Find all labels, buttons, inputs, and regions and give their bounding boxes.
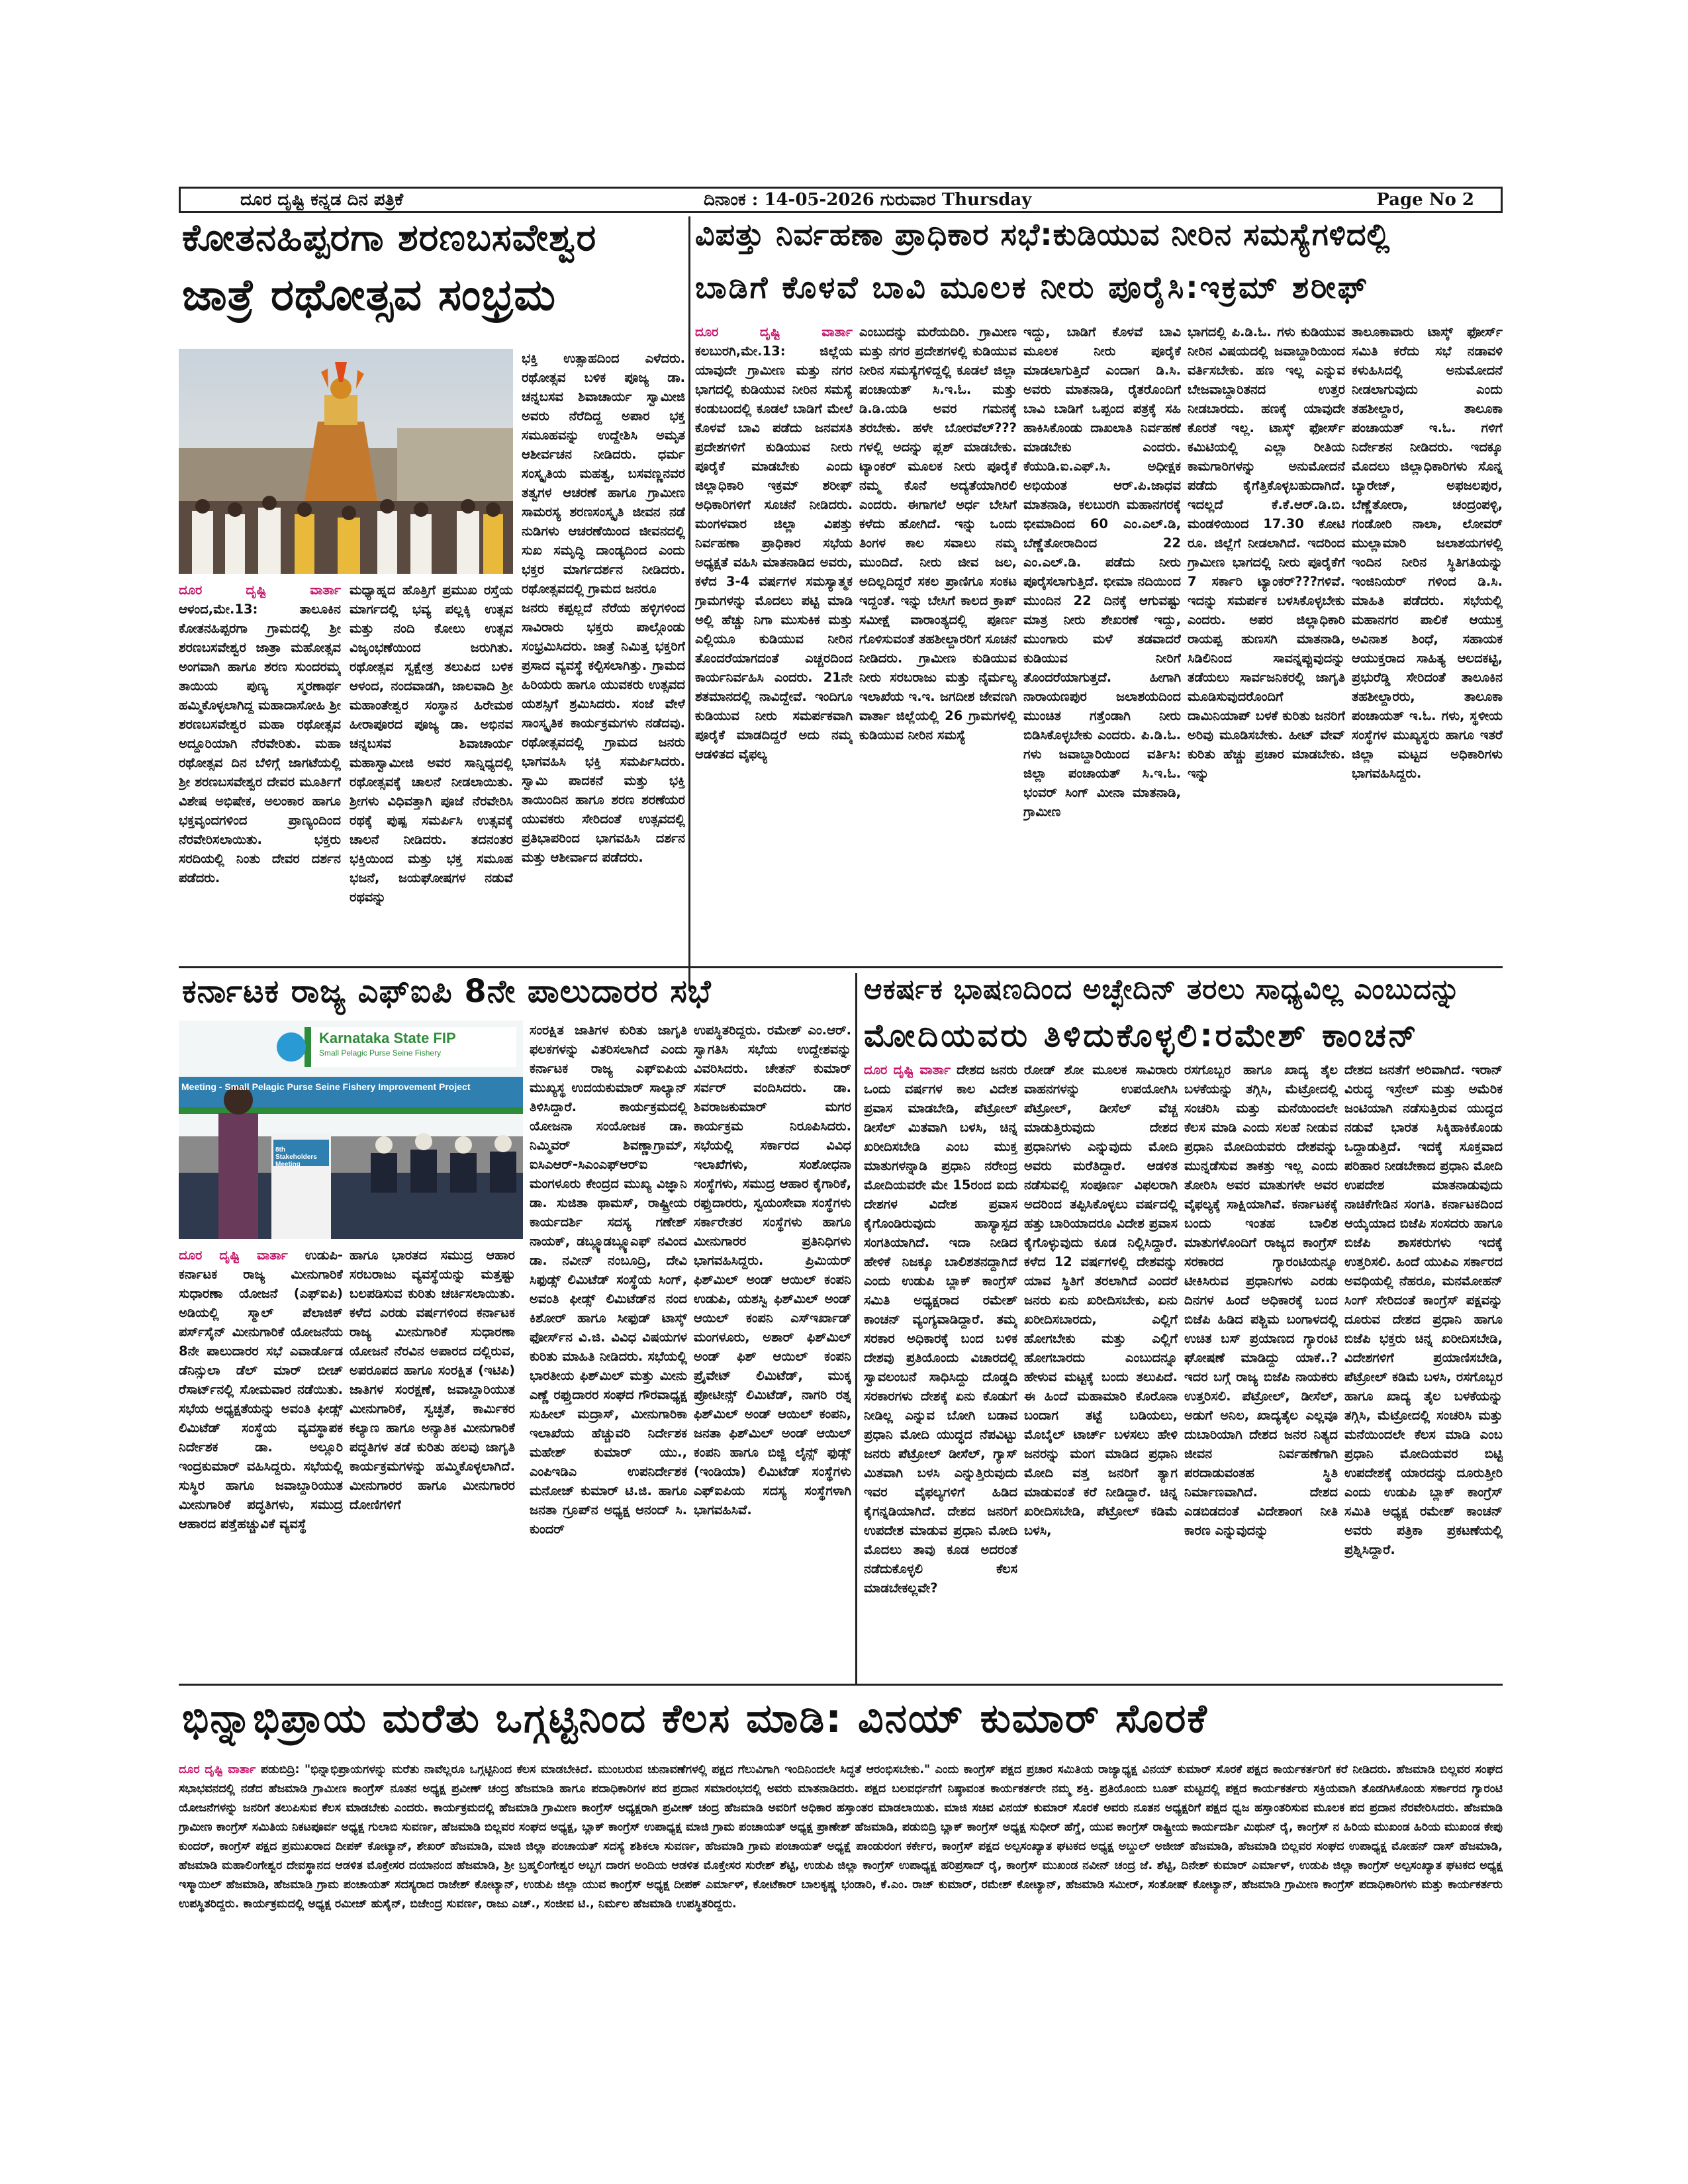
story4-headline-1: ಆಕರ್ಷಕ ಭಾಷಣದಿಂದ ಅಚ್ಛೇದಿನ್ ತರಲು ಸಾಧ್ಯವಿಲ್ಲ ಎಂಬುದನ್ನು bbox=[864, 973, 1461, 1005]
story2-col-c: ಇದ್ದು, ಬಾಡಿಗೆ ಕೊಳವೆ ಬಾವಿ ಮೂಲಕ ನೀರು ಪೂರೈಕೆ ಮಾಡಲಾಗುತ್ತಿದೆ ಎಂದಾಗ ಡಿ.ಸಿ. ಅವರು ಮಾತನಾಡಿ, ರೈತರೊಂದಿಗೆ ಬಾವಿ ಬಾಡಿಗೆ ಒಪ್ಪಂದ ಪತ್ರಕ್ಕೆ ಸಹಿ ಹಾಕಿಸಿಕೊಂಡು ದಾಖಲಾತಿ ನಿರ್ವಹಣೆ ಮಾಡಬೇಕು ಎಂದರು. ಕೆಯುಡಿ.ಐ.ಎಫ್.ಸಿ. ಅಧೀಕ್ಷಕ ಅಭಿಯಂತ ಆರ್.ಪಿ.ಜಾಧವ ಮಾತನಾಡಿ, ಕಲಬುರಗಿ ಮಹಾನಗರಕ್ಕೆ ಭೀಮಾದಿಂದ 60 ಎಂ.ಎಲ್.ಡಿ, ಬೆಣ್ಣೆತೋರಾದಿಂದ 22 ಎಂ.ಎಲ್.ಡಿ. ಪಡೆದು ನೀರು ಪೂರೈಸಲಾಗುತ್ತಿದೆ. ಭೀಮಾ ನದಿಯಿಂದ ಮುಂದಿನ 22 ದಿನಕ್ಕೆ ಆಗುವಷ್ಟು ಮಾತ್ರ ನೀರು ಶೇಖರಣೆ ಇದ್ದು, ಮುಂಗಾರು ಮಳೆ ತಡವಾದರೆ ಕುಡಿಯುವ ನೀರಿಗೆ ತೊಂದರೆಯಾಗುತ್ತದೆ. ಹೀಗಾಗಿ ನಾರಾಯಣಪುರ ಜಲಾಶಯದಿಂದ ಮುಂಚಿತ ಗತ್ತೆಂಡಾಗಿ ನೀರು ಬಿಡಿಸಿಕೊಳ್ಳಬೇಕು ಎಂದರು. ಪಿ.ಡಿ.ಓ. ಗಳು ಜವಾಬ್ದಾರಿಯಿಂದ ವರ್ತಿಸಿ: ಜಿಲ್ಲಾ ಪಂಚಾಯತ್ ಸಿ.ಇ.ಓ. ಭಂವರ್ ಸಿಂಗ್ ಮೀನಾ ಮಾತನಾಡಿ, ಗ್ರಾಮೀಣ bbox=[1023, 324, 1181, 819]
rule-v2 bbox=[855, 973, 857, 1684]
story4-headline-2: ಮೋದಿಯವರು ತಿಳಿದುಕೊಳ್ಳಲಿ:ರಮೇಶ್ ಕಾಂಚನ್ bbox=[864, 1017, 1419, 1054]
rule-h1 bbox=[179, 966, 1503, 968]
story5-headline: ಭಿನ್ನಾಭಿಪ್ರಾಯ ಮರೆತು ಒಗ್ಗಟ್ಟಿನಿಂದ ಕೆಲಸ ಮಾಡಿ: ವಿನಯ್ ಕುಮಾರ್ ಸೊರಕೆ bbox=[182, 1696, 1208, 1742]
newspaper-page bbox=[179, 187, 1503, 2093]
story1-tag: ದೂರ ದೃಷ್ಟಿ ವಾರ್ತಾ bbox=[179, 582, 341, 598]
story2-col-a: ದೂರ ದೃಷ್ಟಿ ವಾರ್ತಾ ಕಲಬುರಗಿ,ಮೇ.13: ಜಿಲ್ಲೆಯ ಯಾವುದೇ ಗ್ರಾಮೀಣ ಮತ್ತು ನಗರ ಭಾಗದಲ್ಲಿ ಕುಡಿಯುವ ನೀರಿನ ಸಮಸ್ಯೆ ಕಂಡುಬಂದಲ್ಲಿ ಕೂಡಲೆ ಬಾಡಿಗೆ ಮೇಲೆ ಕೊಳವೆ ಬಾವಿ ಪಡೆದು ಜನವಸತಿ ಪ್ರದೇಶಗಳಿಗೆ ಕುಡಿಯುವ ನೀರು ಪೂರೈಕೆ ಮಾಡಬೇಕು ಎಂದು ಜಿಲ್ಲಾಧಿಕಾರಿ ಇಕ್ರಮ್ ಶರೀಫ್ ಅಧಿಕಾರಿಗಳಿಗೆ ಸೂಚನೆ ನೀಡಿದರು. ಮಂಗಳವಾರ ಜಿಲ್ಲಾ ವಿಪತ್ತು ನಿರ್ವಹಣಾ ಪ್ರಾಧಿಕಾರ ಸಭೆಯ ಅಧ್ಯಕ್ಷತೆ ವಹಿಸಿ ಮಾತನಾಡಿದ ಅವರು, ಕಳೆದ 3-4 ವರ್ಷಗಳ ಸಮಸ್ಯಾತ್ಮಕ ಗ್ರಾಮಗಳನ್ನು ಮೊದಲು ಪಟ್ಟಿ ಮಾಡಿ ಅಲ್ಲಿ ಹೆಚ್ಚು ನಿಗಾ ಮುಸುಕಿಕ ಮತ್ತು ಎಲ್ಲಿಯೂ ಕುಡಿಯುವ ನೀರಿನ ತೊಂದರೆಯಾಗದಂತೆ ಎಚ್ಚರದಿಂದ ಕಾರ್ಯನಿರ್ವಹಿಸಿ ಎಂದರು. 21ನೇ ಶತಮಾನದಲ್ಲಿ ನಾವಿದ್ದೇವೆ. ಇಂದಿಗೂ ಕುಡಿಯುವ ನೀರು ಸಮರ್ಪಕವಾಗಿ ಪೂರೈಕೆ ಮಾಡದಿದ್ದರೆ ಅದು ನಮ್ಮ ಆಡಳಿತದ ವೈಫಲ್ಯ bbox=[695, 324, 853, 762]
story1-headline-2: ಜಾತ್ರೆ ರಥೋತ್ಸವ ಸಂಭ್ರಮ bbox=[182, 269, 557, 320]
story2-col-b: ಎಂಬುದನ್ನು ಮರೆಯದಿರಿ. ಗ್ರಾಮೀಣ ಮತ್ತು ನಗರ ಪ್ರದೇಶಗಳಲ್ಲಿ ಕುಡಿಯುವ ನೀರಿನ ಸಮಸ್ಯೆಗಳಿದ್ದಲ್ಲಿ ಕೂಡಲೆ ಜಿಲ್ಲಾ ಪಂಚಾಯತ್ ಸಿ.ಇ.ಓ. ಮತ್ತು ಡಿ.ಡಿ.ಯಡಿ ಅವರ ಗಮನಕ್ಕೆ ತರಬೇಕು. ಹಳೇ ಬೋರವೆಲ್???ಗಳಲ್ಲಿ ಅದನ್ನು ಪ್ಲಶ್ ಮಾಡಬೇಕು. ಟ್ಯಾಂಕರ್ ಮೂಲಕ ನೀರು ಪೂರೈಕೆ ನಮ್ಮ ಕೊನೆ ಅದ್ಯತೆಯಾಗಿರಲಿ ಎಂದರು. ಈಗಾಗಲೆ ಅರ್ಧ ಬೇಸಿಗೆ ಕಳೆದು ಹೋಗಿದೆ. ಇನ್ನು ಒಂದು ತಿಂಗಳ ಕಾಲ ಸವಾಲು ನಮ್ಮ ಮುಂದಿದೆ. ನೀರು ಜೀವ ಜಲ, ಅದಿಲ್ಲದಿದ್ದರೆ ಸಕಲ ಪ್ರಾಣಿಗೂ ಸಂಕಟ ಇದ್ದಂತೆ. ಇನ್ನು ಬೇಸಿಗೆ ಕಾಲದ ಕ್ರಾಪ್ ಸಮೀಕ್ಷೆ ವಾರಾಂತ್ಯದಲ್ಲಿ ಪೂರ್ಣ ಗೊಳಿಸುವಂತೆ ತಹಶೀಲ್ದಾರರಿಗೆ ಸೂಚನೆ ನೀಡಿದರು. ಗ್ರಾಮೀಣ ಕುಡಿಯುವ ನೀರು ಸರಬರಾಜು ಮತ್ತು ನೈರ್ಮಲ್ಯ ಇಲಾಖೆಯ ಇ.ಇ. ಜಗದೀಶ ಜೇವಣಗಿ ವಾರ್ತಾ ಜಿಲ್ಲೆಯಲ್ಲಿ 26 ಗ್ರಾಮಗಳಲ್ಲಿ ಕುಡಿಯುವ ನೀರಿನ ಸಮಸ್ಯೆ bbox=[859, 324, 1017, 743]
photo-banner-title: Karnataka State FIP bbox=[319, 1030, 456, 1046]
story3-col-a: ದೂರ ದೃಷ್ಟಿ ವಾರ್ತಾ ಉಡುಪಿ-ಕರ್ನಾಟಕ ರಾಜ್ಯ ಮೀನುಗಾರಿಕೆ ಸುಧಾರಣಾ ಯೋಜನೆ (ಎಫ್‌ಐಪಿ) ಅಡಿಯಲ್ಲಿ ಸ್ಮಾಲ್ ಪೆಲಾಜಿಕ್ ಪರ್ಸ್‌ಸೈನ್ ಮೀನುಗಾರಿಕೆ ಯೋಜನೆಯ 8ನೇ ಪಾಲುದಾರರ ಸಭೆ ಎವಾರ್ಡೊಡ ಡೆನಿನ್ಸುಲಾ ಡೆಲ್ ಮಾರ್ ಬೀಚ್ ರೆಸಾರ್ಟ್‌ನಲ್ಲಿ ಸೋಮವಾರ ನಡೆಯಿತು. ಸಭೆಯ ಅಧ್ಯಕ್ಷತೆಯನ್ನು ಅವಂತಿ ಫೀಡ್ಸ್ ಲಿಮಿಟೆಡ್ ಸಂಸ್ಥೆಯ ವ್ಯವಸ್ಥಾಪಕ ನಿರ್ದೇಶಕ ಡಾ. ಅಲ್ಲೂರಿ ಇಂದ್ರಕುಮಾರ್ ವಹಿಸಿದ್ದರು. ಸಭೆಯಲ್ಲಿ ಸುಸ್ಥಿರ ಹಾಗೂ ಜವಾಬ್ದಾರಿಯುತ ಮೀನುಗಾರಿಕೆ ಪದ್ಧತಿಗಳು, ಸಮುದ್ರ ಆಹಾರದ ಪತ್ತೆಹಚ್ಚುವಿಕೆ ವ್ಯವಸ್ಥೆ bbox=[179, 1248, 343, 1531]
photo-banner-main: Meeting - Small Pelagic Purse Seine Fishery Improvement Project bbox=[181, 1081, 471, 1092]
story3-headline: ಕರ್ನಾಟಕ ರಾಜ್ಯ ಎಫ್‌ಐಪಿ 8ನೇ ಪಾಲುದಾರರ ಸಭೆ bbox=[182, 973, 712, 1010]
story3-col-b: ಹಾಗೂ ಭಾರತದ ಸಮುದ್ರ ಆಹಾರ ಸರಬರಾಜು ವ್ಯವಸ್ಥೆಯನ್ನು ಮತ್ತಷ್ಟು ಬಲಪಡಿಸುವ ಕುರಿತು ಚರ್ಚಿಸಲಾಯಿತು. ಕಳೆದ ಎರಡು ವರ್ಷಗಳಿಂದ ಕರ್ನಾಟಕ ರಾಜ್ಯ ಮೀನುಗಾರಿಕೆ ಸುಧಾರಣಾ ಯೋಜನೆ ನೆರವಿನ ಅಪಾರದ ದಲ್ಲಿರುವ, ಅಪರೂಪದ ಹಾಗೂ ಸಂರಕ್ಷಿತ (ಇಟಿಪಿ) ಜಾತಿಗಳ ಸಂರಕ್ಷಣೆ, ಜವಾಬ್ದಾರಿಯುತ ಮೀನುಗಾರಿಕೆ, ಸ್ವಚ್ಛತೆ, ಕಾರ್ಮಿಕರ ಕಲ್ಯಾಣ ಹಾಗೂ ಅನ್ಯಾತಿಕ ಮೀನುಗಾರಿಕೆ ಪದ್ಧತಿಗಳ ತಡೆ ಕುರಿತು ಹಲವು ಜಾಗೃತಿ ಕಾರ್ಯಕ್ರಮಗಳನ್ನು ಹಮ್ಮಿಕೊಳ್ಳಲಾಗಿದೆ. ಮೀನುಗಾರರ ಹಾಗೂ ಮೀನುಗಾರರ ದೋಣಿಗಳಿಗೆ bbox=[350, 1248, 515, 1512]
story4-col-b: ರೋಡ್ ಶೋ ಮೂಲಕ ಸಾವಿರಾರು ವಾಹನಗಳನ್ನು ಉಪಯೋಗಿಸಿ ಪೆಟ್ರೋಲ್, ಡೀಸೆಲ್ ವೆಚ್ಚ ಮಾಡುತ್ತಿರುವುದು ದೇಶದ ಪ್ರಧಾನಿಗಳು ಎನ್ನುವುದು ಮೋದಿ ಅವರು ಮರೆತಿದ್ದಾರೆ. ಆಡಳಿತ ನಡೆಸುವಲ್ಲಿ ಸಂಪೂರ್ಣ ವಿಫಲರಾಗಿ ಅದರಿಂದ ತಪ್ಪಿಸಿಕೊಳ್ಳಲು ವರ್ಷದಲ್ಲಿ ಹತ್ತು ಬಾರಿಯಾದರೂ ವಿದೇಶ ಪ್ರವಾಸ ಕೈಗೊಳ್ಳುವುದು ಕೂಡ ನಿಲ್ಲಿಸಿದ್ದಾರೆ. ಕಳೆದ 12 ವರ್ಷಗಳಲ್ಲಿ ದೇಶವನ್ನು ಯಾವ ಸ್ಥಿತಿಗೆ ತರಲಾಗಿದೆ ಎಂದರೆ ಜನರು ಏನು ಖರೀದಿಸಬೇಕು, ಏನು ಖರೀದಿಸಬಾರದು, ಎಲ್ಲಿಗೆ ಹೋಗಬೇಕು ಮತ್ತು ಎಲ್ಲಿಗೆ ಹೋಗಬಾರದು ಎಂಬುದನ್ನೂ ಹೇಳುವ ಮಟ್ಟಕ್ಕೆ ಬಂದು ತಲುಪಿದೆ. ಈ ಹಿಂದೆ ಮಹಾಮಾರಿ ಕೊರೊನಾ ಬಂದಾಗ ತಟ್ಟೆ ಬಡಿಯಲು, ಮೊಬೈಲ್ ಟಾರ್ಚ್ ಬಳಸಲು ಹೇಳಿ ಜನರನ್ನು ಮಂಗ ಮಾಡಿದ ಪ್ರಧಾನಿ ಮೋದಿ ವತ್ತ ಜನರಿಗೆ ತ್ಯಾಗ ಮಾಡುವಂತೆ ಕರೆ ನೀಡಿದ್ದಾರೆ. ಚಿನ್ನ ಖರೀದಿಸಬೇಡಿ, ಪೆಟ್ರೋಲ್ ಕಡಿಮೆ ಬಳಸಿ, bbox=[1024, 1062, 1178, 1538]
story2-headline-2: ಬಾಡಿಗೆ ಕೊಳವೆ ಬಾವಿ ಮೂಲಕ ನೀರು ಪೂರೈಸಿ:ಇಕ್ರಮ್ ಶರೀಫ್ bbox=[695, 269, 1369, 305]
masthead bbox=[179, 187, 1503, 213]
story4-col-a: ದೂರ ದೃಷ್ಟಿ ವಾರ್ತಾ ದೇಶದ ಜನರು ಒಂದು ವರ್ಷಗಳ ಕಾಲ ವಿದೇಶ ಪ್ರವಾಸ ಮಾಡಬೇಡಿ, ಪೆಟ್ರೋಲ್ ಡೀಸೆಲ್ ಮಿತವಾಗಿ ಬಳಸಿ, ಚಿನ್ನ ಖರೀದಿಸಬೇಡಿ ಎಂಬ ಮುಕ್ತ ಮಾತುಗಳನ್ನಾಡಿ ಪ್ರಧಾನಿ ನರೇಂದ್ರ ಮೋದಿಯವರೇ ಮೇ 15ರಂದ ಐದು ದೇಶಗಳ ವಿದೇಶ ಪ್ರವಾಸ ಕೈಗೊಂಡಿರುವುದು ಹಾಸ್ಯಾಸ್ಪದ ಸಂಗತಿಯಾಗಿದೆ. ಇದಾ ನೀಡಿದ ಹೇಳಿಕೆ ನಿಜಕ್ಕೂ ಬಾಲಿಶತನದ್ದಾಗಿದೆ ಎಂದು ಉಡುಪಿ ಬ್ಲಾಕ್ ಕಾಂಗ್ರೆಸ್ ಸಮಿತಿ ಅಧ್ಯಕ್ಷರಾದ ರಮೇಶ್ ಕಾಂಚನ್ ವ್ಯಂಗ್ಯವಾಡಿದ್ದಾರೆ. ತಮ್ಮ ಸರಕಾರ ಅಧಿಕಾರಕ್ಕೆ ಬಂದ ಬಳಿಕ ದೇಶವು ಪ್ರತಿಯೊಂದು ವಿಚಾರದಲ್ಲಿ ಸ್ವಾವಲಂಬನೆ ಸಾಧಿಸಿದ್ದು ದೊಡ್ಡದಿ ಸರಕಾರಗಳು ದೇಶಕ್ಕೆ ಏನು ಕೊಡುಗೆ ನೀಡಿಲ್ಲ ಎನ್ನುವ ಬೋಗಿ ಬಡಾವ ಪ್ರಧಾನಿ ಮೋದಿ ಯುದ್ಧದ ನೆಪವಿಟ್ಟು ಜನರು ಪೆಟ್ರೋಲ್ ಡೀಸೆಲ್, ಗ್ಯಾಸ್ ಮಿತವಾಗಿ ಬಳಸಿ ಎನ್ನುತ್ತಿರುವುದು ಇವರ ವೈಫಲ್ಯಗಳಿಗೆ ಹಿಡಿದ ಕೈಗನ್ನಡಿಯಾಗಿದೆ. ದೇಶದ ಜನರಿಗೆ ಉಪದೇಶ ಮಾಡುವ ಪ್ರಧಾನಿ ಮೋದಿ ಮೊದಲು ತಾವು ಕೂಡ ಅದರಂತೆ ನಡೆದುಕೊಳ್ಳಲಿ ಕೆಲಸ ಮಾಡಬೇಕಲ್ಲವೇ? bbox=[864, 1062, 1017, 1596]
story2-headline-1: ವಿಪತ್ತು ನಿರ್ವಹಣಾ ಪ್ರಾಧಿಕಾರ ಸಭೆ:ಕುಡಿಯುವ ನೀರಿನ ಸಮಸ್ಯೆಗಳಿದಲ್ಲಿ bbox=[695, 216, 1391, 252]
story4-col-d: ದೇಶದ ಜನತೆಗೆ ಅರಿವಾಗಿದೆ. ಇರಾನ್ ವಿರುದ್ಧ ಇಸ್ರೇಲ್ ಮತ್ತು ಅಮೆರಿಕ ಜಂಟಿಯಾಗಿ ನಡೆಸುತ್ತಿರುವ ಯುದ್ಧದ ನಡುವೆ ಭಾರತ ಸಿಕ್ಕಿಹಾಕಿಕೊಂಡು ಒದ್ದಾಡುತ್ತಿದೆ. ಇದಕ್ಕೆ ಸೂಕ್ತವಾದ ಪರಿಹಾರ ನೀಡಬೇಕಾದ ಪ್ರಧಾನಿ ಮೋದಿ ಉಪದೇಶ ಮಾತನಾಡುವುದು ನಾಚಿಕೆಗೇಡಿನ ಸಂಗತಿ. ಕರ್ನಾಟಕದಿಂದ ಆಯ್ಕೆಯಾದ ಬಿಜೆಪಿ ಸಂಸದರು ಹಾಗೂ ಬಿಜೆಪಿ ಶಾಸಕರುಗಳು ಇದಕ್ಕೆ ಉತ್ತರಿಸಲಿ. ಹಿಂದೆ ಯುಪಿಎ ಸರ್ಕಾರದ ಅವಧಿಯಲ್ಲಿ ನೆಹರೂ, ಮನಮೋಹನ್ ಸಿಂಗ್ ಸೇರಿದಂತೆ ಕಾಂಗ್ರೆಸ್ ಪಕ್ಷವನ್ನು ದೂರುವ ದೇಶದ ಪ್ರಧಾನಿ ಹಾಗೂ ಬಿಜೆಪಿ ಭಕ್ತರು ಚಿನ್ನ ಖರೀದಿಸಬೇಡಿ, ವಿದೇಶಗಳಿಗೆ ಪ್ರಯಾಣಿಸಬೇಡಿ, ಪೆಟ್ರೋಲ್ ಕಡಿಮೆ ಬಳಸಿ, ರಸಗೊಬ್ಬರ ಹಾಗೂ ಖಾದ್ಯ ತೈಲ ಬಳಕೆಯನ್ನು ತಗ್ಗಿಸಿ, ಮೆಟ್ರೋದಲ್ಲಿ ಸಂಚರಿಸಿ ಮತ್ತು ಮನೆಯಿಂದಲೇ ಕೆಲಸ ಮಾಡಿ ಎಂಬ ಪ್ರಧಾನಿ ಮೋದಿಯವರ ಬಿಟ್ಟಿ ಉಪದೇಶಕ್ಕೆ ಯಾರದನ್ನು ದೂರುತ್ತೀರಿ ಎಂದು ಉಡುಪಿ ಬ್ಲಾಕ್ ಕಾಂಗ್ರೆಸ್ ಸಮಿತಿ ಅಧ್ಯಕ್ಷ ರಮೇಶ್ ಕಾಂಚನ್ ಅವರು ಪತ್ರಿಕಾ ಪ್ರಕಟಣೆಯಲ್ಲಿ ಪ್ರಶ್ನಿಸಿದ್ದಾರೆ. bbox=[1344, 1062, 1503, 1557]
date-line: ದಿನಾಂಕ : 14-05-2026 ಗುರುವಾರ Thursday bbox=[704, 189, 1032, 210]
story2-col-d: ಭಾಗದಲ್ಲಿ ಪಿ.ಡಿ.ಓ. ಗಳು ಕುಡಿಯುವ ನೀರಿನ ವಿಷಯದಲ್ಲಿ ಜವಾಬ್ದಾರಿಯಿಂದ ವರ್ತಿಸಬೇಕು. ಹಣ ಇಲ್ಲ ಎನ್ನುವ ಬೇಜವಾಬ್ದಾರಿತನದ ಉತ್ತರ ನೀಡಬಾರದು. ಹಣಕ್ಕೆ ಯಾವುದೇ ಕೊರತೆ ಇಲ್ಲ. ಟಾಸ್ಕ್ ಫೋರ್ಸ್ ಕಮಿಟಿಯಲ್ಲಿ ಎಲ್ಲಾ ರೀತಿಯ ಕಾಮಗಾರಿಗಳನ್ನು ಅನುಮೋದನೆ ಪಡೆದು ಕೈಗೆತ್ತಿಕೊಳ್ಳಬಹುದಾಗಿದೆ. ಇದಲ್ಲದೆ ಕೆ.ಕೆ.ಆರ್.ಡಿ.ಬಿ. ಮಂಡಳಿಯಿಂದ 17.30 ಕೋಟಿ ರೂ. ಜಿಲ್ಲೆಗೆ ನೀಡಲಾಗಿದೆ. ಇದರಿಂದ ಗ್ರಾಮೀಣ ಭಾಗದಲ್ಲಿ ನೀರು ಪೂರೈಕೆಗೆ 7 ಸರ್ಕಾರಿ ಟ್ಯಾಂಕರ್???ಗಳಿವೆ. ಇದನ್ನು ಸಮರ್ಪಕ ಬಳಸಿಕೊಳ್ಳಬೇಕು ಎಂದರು. ಅಪರ ಜಿಲ್ಲಾಧಿಕಾರಿ ರಾಯಪ್ಪ ಹುಣಸಗಿ ಮಾತನಾಡಿ, ಸಿಡಿಲಿನಿಂದ ಸಾವನ್ನಪ್ಪುವುದನ್ನು ತಡೆಯಲು ಸಾರ್ವಜನಿಕರಲ್ಲಿ ಜಾಗೃತಿ ಮೂಡಿಸುವುದರೊಂದಿಗೆ ದಾಮಿನಿಯಾಪ್ ಬಳಕೆ ಕುರಿತು ಜನರಿಗೆ ಅರಿವು ಮೂಡಿಸಬೇಕು. ಹೀಟ್ ವೇವ್ ಕುರಿತು ಹೆಚ್ಚು ಪ್ರಚಾರ ಮಾಡಬೇಕು. ಇನ್ನು bbox=[1188, 324, 1345, 781]
story3-col-c: ಸಂರಕ್ಷಿತ ಜಾತಿಗಳ ಕುರಿತು ಜಾಗೃತಿ ಫಲಕಗಳನ್ನು ವಿತರಿಸಲಾಗಿದೆ ಎಂದು ಕರ್ನಾಟಕ ರಾಜ್ಯ ಎಫ್‌ಐಪಿಯ ಮುಖ್ಯಸ್ಥ ಉದಯಕುಮಾರ್ ಸಾಲ್ಯಾನ್ ತಿಳಿಸಿದ್ದಾರೆ. ಕಾರ್ಯಕ್ರಮದಲ್ಲಿ ಯೋಜನಾ ಸಂಯೋಜಕ ಡಾ. ನಿಮ್ಮಿವರ್ ಶಿವಣ್ಣಾಗ್ರಾಮ್, ಐಸಿಎಆರ್-ಸಿಎಂಎಫ್‌ಆರ್‌ಐ ಮಂಗಳೂರು ಕೇಂದ್ರದ ಮುಖ್ಯ ವಿಜ್ಞಾನಿ ಡಾ. ಸುಜಿತಾ ಥಾಮಸ್, ರಾಷ್ಟ್ರೀಯ ಕಾರ್ಯದರ್ಶಿ ಸದಸ್ಯ ಗಣೇಶ್ ನಾಯಕ್, ಡಬ್ಲ್ಯೂಡಬ್ಲ್ಯೂಎಫ್ ನವಿಂದ ಡಾ. ನವೀನ್ ನಂಬೂದ್ರಿ, ದೇವಿ ಸಿಫುಡ್ಸ್ ಲಿಮಿಟೆಡ್ ಸಂಸ್ಥೆಯ ಸಿಂಗ್, ಅವಂತಿ ಫೀಡ್ಸ್ ಲಿಮಿಟೆಡ್‌ನ ನಂದ ಕಿಶೋರ್ ಹಾಗೂ ಸೀಫುಡ್ ಟಾಸ್ಕ್ ಫೋರ್ಸ್‌ನ ವಿ.ಜಿ. ವಿವಿಧ ವಿಷಯಗಳ ಕುರಿತು ಮಾಹಿತಿ ನೀಡಿದರು. ಸಭೆಯಲ್ಲಿ ಭಾರತೀಯ ಫಿಶ್‌ಮಿಲ್ ಮತ್ತು ಮೀನು ಎಣ್ಣೆ ರಫ್ತುದಾರರ ಸಂಘದ ಗೌರವಾಧ್ಯಕ್ಷ ಸುಹೀಲ್ ಮದ್ರಾಸ್, ಮೀನುಗಾರಿಕಾ ಇಲಾಖೆಯ ಹೆಚ್ಚುವರಿ ನಿರ್ದೇಶಕ ಮಹೇಶ್ ಕುಮಾರ್ ಯು., ಎಂಪಿಇಡಿಎ ಉಪನಿರ್ದೇಶಕ ಮನೋಜ್ ಕುಮಾರ್ ಟಿ.ಜಿ. ಹಾಗೂ ಜನತಾ ಗ್ರೂಪ್‌ನ ಅಧ್ಯಕ್ಷ ಆನಂದ್ ಸಿ. ಕುಂದರ್ bbox=[530, 1023, 687, 1537]
story1-col-b: ಭಕ್ತಿ ಉತ್ಸಾಹದಿಂದ ಎಳೆದರು. ರಥೋತ್ಸವ ಬಳಿಕ ಪೂಜ್ಯ ಡಾ. ಚನ್ನಬಸವ ಶಿವಾಚಾರ್ಯ ಸ್ವಾಮೀಜಿ ಅವರು ನೆರೆದಿದ್ದ ಅಪಾರ ಭಕ್ತ ಸಮೂಹವನ್ನು ಉದ್ದೇಶಿಸಿ ಅಮೃತ ಆಶೀರ್ವಚನ ನೀಡಿದರು. ಧರ್ಮ ಸಂಸ್ಕೃತಿಯ ಮಹತ್ವ, ಬಸವಣ್ಣನವರ ತತ್ವಗಳ ಆಚರಣೆ ಹಾಗೂ ಗ್ರಾಮೀಣ ಸಾಮರಸ್ಯ ಶರಣಸಂಸ್ಕೃತಿ ಜೀವನ ನಡೆ ನುಡಿಗಳು ಆಚರಣೆಯಿಂದ ಜೀವನದಲ್ಲಿ ಸುಖ ಸಮೃದ್ಧಿ ದಾಂಡ್ಯದಿಂದ ಎಂದು ಭಕ್ತರ ಮಾರ್ಗದರ್ಶನ ನೀಡಿದರು. ರಥೋತ್ಸವದಲ್ಲಿ ಗ್ರಾಮದ ಜನರೂ ಜನರು ಕಪ್ಪಲ್ಲದೆ ನೆರೆಯ ಹಳ್ಳಿಗಳಿಂದ ಸಾವಿರಾರು ಭಕ್ತರು ಪಾಲ್ಗೊಂಡು ಸಂಭ್ರಮಿಸಿದರು. ಜಾತ್ರೆ ನಿಮಿತ್ತ ಭಕ್ತರಿಗೆ ಪ್ರಸಾದ ವ್ಯವಸ್ಥೆ ಕಲ್ಪಿಸಲಾಗಿತ್ತು. ಗ್ರಾಮದ ಹಿರಿಯರು ಹಾಗೂ ಯುವಕರು ಉತ್ಸವದ ಯಶಸ್ಸಿಗೆ ಶ್ರಮಿಸಿದರು. ಸಂಜೆ ವೇಳೆ ಸಾಂಸ್ಕೃತಿಕ ಕಾರ್ಯಕ್ರಮಗಳು ನಡೆದವು. ರಥೋತ್ಸವದಲ್ಲಿ ಗ್ರಾಮದ ಜನರು ಭಾಗವಹಿಸಿ ಭಕ್ತಿ ಸಮರ್ಪಿಸಿದರು. ಸ್ವಾಮಿ ಪಾದಕನೆ ಮತ್ತು ಭಕ್ತಿ ತಾಯಿಂದಿನ ಹಾಗೂ ಶರಣ ಶರಣೆಯರ ಯುವಕರು ಸೇರಿದಂತೆ ಉತ್ಸವದಲ್ಲಿ ಪ್ರತಿಭಾಪರಿಂದ ಭಾಗವಹಿಸಿ ದರ್ಶನ ಮತ್ತು ಆಶೀರ್ವಾದ ಪಡೆದರು. bbox=[522, 351, 685, 865]
story3-col-d: ಉಪಸ್ಥಿತರಿದ್ದರು. ರಮೇಶ್ ಎಂ.ಆರ್. ಸ್ವಾಗತಿಸಿ ಸಭೆಯ ಉದ್ದೇಶವನ್ನು ವಿವರಿಸಿದರು. ಚೇತನ್ ಕುಮಾರ್ ಸರ್ವರ್ ವಂದಿಸಿದರು. ಡಾ. ಶಿವರಾಜಕುಮಾರ್ ಮಗರ ಕಾರ್ಯಕ್ರಮ ನಿರೂಪಿಸಿದರು. ಸಭೆಯಲ್ಲಿ ಸರ್ಕಾರದ ವಿವಿಧ ಇಲಾಖೆಗಳು, ಸಂಶೋಧನಾ ಸಂಸ್ಥೆಗಳು, ಸಮುದ್ರ ಆಹಾರ ಕೈಗಾರಿಕೆ, ರಫ್ತುದಾರರು, ಸ್ವಯಂಸೇವಾ ಸಂಸ್ಥೆಗಳು ಸರ್ಕಾರೇತರ ಸಂಸ್ಥೆಗಳು ಹಾಗೂ ಮೀನುಗಾರರ ಪ್ರತಿನಿಧಿಗಳು ಭಾಗವಹಿಸಿದ್ದರು. ಪ್ರಿಮಿಯರ್ ಫಿಶ್‌ಮಿಲ್ ಅಂಡ್ ಆಯಿಲ್ ಕಂಪನಿ ಉಡುಪಿ, ಯಶಸ್ವಿ ಫಿಶ್‌ಮಿಲ್ ಅಂಡ್ ಆಯಿಲ್ ಕಂಪನಿ ಎಸ್‌ಇರ್ಖಾಡ್ ಮಂಗಳೂರು, ಅಶಾರ್ ಫಿಶ್‌ಮಿಲ್ ಅಂಡ್ ಫಿಶ್ ಆಯಿಲ್ ಕಂಪನಿ ಪ್ರೈವೇಟ್ ಲಿಮಿಟೆಡ್, ಮುಕ್ಕ ಪ್ರೋಟೀನ್ಸ್ ಲಿಮಿಟೆಡ್, ನಾಗರಿ ರತ್ನ ಫಿಶ್‌ಮಿಲ್ ಅಂಡ್ ಆಯಿಲ್ ಕಂಪನಿ, ಜನತಾ ಫಿಶ್‌ಮಿಲ್ ಅಂಡ್ ಆಯಿಲ್ ಕಂಪನಿ ಹಾಗೂ ಬಿಜ್ಜಿ ಲೈನ್ಸ್ ಫುಡ್ಸ್ (ಇಂಡಿಯಾ) ಲಿಮಿಟೆಡ್ ಸಂಸ್ಥೆಗಳು ಎಫ್‌ಐಪಿಯ ಸದಸ್ಯ ಸಂಸ್ಥೆಗಳಾಗಿ ಭಾಗವಹಿಸಿವೆ. bbox=[694, 1023, 851, 1518]
paper-name: ದೂರ ದೃಷ್ಟಿ ಕನ್ನಡ ದಿನ ಪತ್ರಿಕೆ bbox=[240, 189, 404, 210]
story5-body: ದೂರ ದೃಷ್ಟಿ ವಾರ್ತಾ ಪಡುಬಿದ್ರಿ: "ಭಿನ್ನಾಭಿಪ್ರಾಯಗಳನ್ನು ಮರೆತು ನಾವೆಲ್ಲರೂ ಒಗ್ಗಟ್ಟಿನಿಂದ ಕೆಲಸ ಮಾಡಬೇಕಿದೆ. ಮುಂಬರುವ ಚುನಾವಣೆಗಳಲ್ಲಿ ಪಕ್ಷದ ಗೆಲುವಿಗಾಗಿ ಇಂದಿನಿಂದಲೇ ಸಿದ್ಧತೆ ಆರಂಭಿಸಬೇಕು." ಎಂದು ಕಾಂಗ್ರೆಸ್ ಪಕ್ಷದ ಪ್ರಚಾರ ಸಮಿತಿಯ ರಾಜ್ಯಾಧ್ಯಕ್ಷ ವಿನಯ್ ಕುಮಾರ್ ಸೊರಕೆ ಪಕ್ಷದ ಕಾರ್ಯಕರ್ತರಿಗೆ ಕರೆ ನೀಡಿದರು. ಹೆಜಮಾಡಿ ಬಿಲ್ಲವರ ಸಂಘದ ಸಭಾಭವನದಲ್ಲಿ ನಡೆದ ಹೆಜಮಾಡಿ ಗ್ರಾಮೀಣ ಕಾಂಗ್ರೆಸ್ ನೂತನ ಅಧ್ಯಕ್ಷ ಪ್ರವೀಣ್ ಚಂದ್ರ ಹೆಜಮಾಡಿ ಹಾಗೂ ಪದಾಧಿಕಾರಿಗಳ ಪದ ಪ್ರದಾನ ಸಮಾರಂಭದಲ್ಲಿ ಅವರು ಮಾತನಾಡಿದರು. ಪಕ್ಷದ ಬಲವರ್ಧನೆಗೆ ನಿಷ್ಠಾವಂತ ಕಾರ್ಯಕರ್ತರೇ ನಮ್ಮ ಶಕ್ತಿ. ಪ್ರತಿಯೊಂದು ಬೂತ್ ಮಟ್ಟದಲ್ಲಿ ಪಕ್ಷದ ಕಾರ್ಯಕರ್ತರು ಸಕ್ರಿಯವಾಗಿ ತೊಡಗಿಸಿಕೊಂಡು ಸರ್ಕಾರದ ಗ್ಯಾರಂಟಿ ಯೋಜನೆಗಳನ್ನು ಜನರಿಗೆ ತಲುಪಿಸುವ ಕೆಲಸ ಮಾಡಬೇಕು ಎಂದರು. ಕಾರ್ಯಕ್ರಮದಲ್ಲಿ ಹೆಜಮಾಡಿ ಗ್ರಾಮೀಣ ಕಾಂಗ್ರೆಸ್ ಅಧ್ಯಕ್ಷರಾಗಿ ಪ್ರವೀಣ್ ಚಂದ್ರ ಹೆಜಮಾಡಿ ಅವರಿಗೆ ಅಧಿಕಾರ ಹಸ್ತಾಂತರ ಮಾಡಲಾಯಿತು. ಮಾಜಿ ಸಚಿವ ವಿನಯ್ ಕುಮಾರ್ ಸೊರಕೆ ಅವರು ನೂತನ ಅಧ್ಯಕ್ಷರಿಗೆ ಪಕ್ಷದ ಧ್ವಜ ಹಸ್ತಾಂತರಿಸುವ ಮೂಲಕ ಪದ ಪ್ರದಾನ ನೆರವೇರಿಸಿದರು. ಹೆಜಮಾಡಿ ಗ್ರಾಮೀಣ ಕಾಂಗ್ರೆಸ್ ಸಮಿತಿಯ ನಿಕಟಪೂರ್ವ ಅಧ್ಯಕ್ಷ ಗುಲಾಬಿ ಸುವರ್ಣ, ಹೆಜಮಾಡಿ ಬಿಲ್ಲವರ ಸಂಘದ ಅಧ್ಯಕ್ಷ, ಬ್ಲಾಕ್ ಕಾಂಗ್ರೆಸ್ ಉಪಾಧ್ಯಕ್ಷ ಮಾಜಿ ಗ್ರಾಮ ಪಂಚಾಯತ್ ಅಧ್ಯಕ್ಷ ಪ್ರಾಣೇಶ್ ಹೆಜಮಾಡಿ, ಪಡುಬಿದ್ರಿ ಬ್ಲಾಕ್ ಕಾಂಗ್ರೆಸ್ ಅಧ್ಯಕ್ಷ ಸುಧೀರ್ ಹೆಗ್ಡೆ, ಯುವ ಕಾಂಗ್ರೆಸ್ ರಾಷ್ಟ್ರೀಯ ಕಾರ್ಯದರ್ಶಿ ಮಿಥುನ್ ರೈ, ಕಾಂಗ್ರೆಸ್ ನ ಹಿರಿಯ ಮುಖಂಡ ಹಿರಿಯ ಮುಖಂಡ ಕೇಪು ಕುಂದರ್, ಕಾಂಗ್ರೆಸ್ ಪಕ್ಷದ ಪ್ರಮುಖರಾದ ದೀಪಕ್ ಕೋಟ್ಯಾನ್, ಶೇಖರ್ ಹೆಜಮಾಡಿ, ಮಾಜಿ ಜಿಲ್ಲಾ ಪಂಚಾಯತ್ ಸದಸ್ಯೆ ಶಶಿಕಲಾ ಸುವರ್ಣ, ಹೆಜಮಾಡಿ ಗ್ರಾಮ ಪಂಚಾಯತ್ ಅಧ್ಯಕ್ಷೆ ಪಾಂಡುರಂಗ ಕರ್ಕೇರ, ಕಾಂಗ್ರೆಸ್ ಪಕ್ಷದ ಅಲ್ಪಸಂಖ್ಯಾತ ಘಟಕದ ಅಧ್ಯಕ್ಷ ಅಬ್ದುಲ್ ಅಜೀಜ್ ಹೆಜಮಾಡಿ, ಹೆಜಮಾಡಿ ಬಿಲ್ಲವರ ಸಂಘದ ಉಪಾಧ್ಯಕ್ಷ ಮೋಹನ್ ದಾಸ್ ಹೆಜಮಾಡಿ, ಹೆಜಮಾಡಿ ಮಹಾಲಿಂಗೇಶ್ವರ ದೇವಸ್ಥಾನದ ಆಡಳಿತ ಮೊಕ್ತೇಸರ ದಯಾನಂದ ಹೆಜಮಾಡಿ, ಶ್ರೀ ಬ್ರಹ್ಮಲಿಂಗೇಶ್ವರ ಅಬ್ಬಗ ದಾರಗ ಅಂದಿಯ ಆಡಳಿತ ಮೊಕ್ತೇಸರ ಸುರೇಶ್ ಶೆಟ್ಟಿ, ಉಡುಪಿ ಜಿಲ್ಲಾ ಕಾಂಗ್ರೆಸ್ ಉಪಾಧ್ಯಕ್ಷ ಹರಿಪ್ರಸಾದ್ ರೈ, ಕಾಂಗ್ರೆಸ್ ಮುಖಂಡ ನವೀನ್ ಚಂದ್ರ ಜೆ. ಶೆಟ್ಟಿ, ದಿನೇಶ್ ಕುಮಾರ್ ಎರ್ಮಾಳ್, ಉಡುಪಿ ಜಿಲ್ಲಾ ಕಾಂಗ್ರೆಸ್ ಅಲ್ಪಸಂಖ್ಯಾತ ಘಟಕದ ಅಧ್ಯಕ್ಷ ಇಸ್ಮಾಯಿಲ್ ಹೆಜಮಾಡಿ, ಹೆಜಮಾಡಿ ಗ್ರಾಮ ಪಂಚಾಯತ್ ಸದಸ್ಯರಾದ ರಾಜೇಶ್ ಕೋಟ್ಯಾನ್, ಉಡುಪಿ ಜಿಲ್ಲಾ ಯುವ ಕಾಂಗ್ರೆಸ್ ಅಧ್ಯಕ್ಷ ದೀಪಕ್ ಎರ್ಮಾಳ್, ಕೋಟೆಕಾರ್ ಬಾಲಕೃಷ್ಣ ಭಂಡಾರಿ, ಕೆ.ಎಂ. ರಾಜ್ ಕುಮಾರ್, ರಮೇಶ್ ಕೋಟ್ಯಾನ್, ಹೆಜಮಾಡಿ ಸಮೀರ್, ಸಂತೋಷ್ ಕೋಟ್ಯಾನ್, ಹೆಜಮಾಡಿ ಗ್ರಾಮೀಣ ಕಾಂಗ್ರೆಸ್ ಪದಾಧಿಕಾರಿಗಳು ಮತ್ತು ಕಾರ್ಯಕರ್ತರು ಉಪಸ್ಥಿತರಿದ್ದರು. ಕಾರ್ಯಕ್ರಮದಲ್ಲಿ ಅಧ್ಯಕ್ಷ ರಮೀಜ್ ಹುಸೈನ್, ಬಿಜೇಂದ್ರ ಸುವರ್ಣ, ರಾಜು ಎಚ್., ಸಂಜೀವ ಟಿ., ನಿರ್ಮಲ ಹೆಜಮಾಡಿ ಉಪಸ್ಥಿತರಿದ್ದರು. bbox=[179, 1763, 1503, 1911]
story1-photo bbox=[179, 349, 513, 574]
story1-col-a: ದೂರ ದೃಷ್ಟಿ ವಾರ್ತಾ ಆಳಂದ,ಮೇ.13: ತಾಲೂಕಿನ ಕೋತನಹಿಪ್ಪರಗಾ ಗ್ರಾಮದಲ್ಲಿ ಶ್ರೀ ಶರಣಬಸವೇಶ್ವರ ಜಾತ್ರಾ ಮಹೋತ್ಸವ ಅಂಗವಾಗಿ ಹಾಗೂ ಶರಣ ಸುಂದರಮ್ಮ ತಾಯಿಯ ಪುಣ್ಯ ಸ್ಮರಣಾರ್ಥ ಹಮ್ಮಿಕೊಳ್ಳಲಾಗಿದ್ದ ಮಹಾದಾಸೋಹಿ ಶ್ರೀ ಶರಣಬಸವೇಶ್ವರ ಮಹಾ ರಥೋತ್ಸವ ಅದ್ದೂರಿಯಾಗಿ ನೆರವೇರಿತು. ಮಹಾ ರಥೋತ್ಸವ ದಿನ ಬೆಳಿಗ್ಗೆ ಜಾಗಟೆಯಲ್ಲಿ ಶ್ರೀ ಶರಣಬಸವೇಶ್ವರ ದೇವರ ಮೂರ್ತಿಗೆ ವಿಶೇಷ ಅಭಿಷೇಕ, ಅಲಂಕಾರ ಹಾಗೂ ಭಕ್ತವೃಂದಗಳಿಂದ ಪ್ರಾಣ್ಯಂದಿಂದ ನೆರವೇರಿಸಲಾಯಿತು. ಭಕ್ತರು ಸರದಿಯಲ್ಲಿ ನಿಂತು ದೇವರ ದರ್ಶನ ಪಡೆದರು. bbox=[179, 582, 341, 886]
story3-photo bbox=[179, 1021, 523, 1239]
photo-banner-sub: Small Pelagic Purse Seine Fishery bbox=[319, 1048, 442, 1058]
story1-col-b-bottom: ಮಧ್ಯಾಹ್ನದ ಹೊತ್ತಿಗೆ ಪ್ರಮುಖ ರಸ್ತೆಯ ಮಾರ್ಗದಲ್ಲಿ ಭವ್ಯ ಪಲ್ಲಕ್ಕಿ ಉತ್ಸವ ಮತ್ತು ನಂದಿ ಕೋಲು ಉತ್ಸವ ವಿಜೃಂಭಣೆಯಿಂದ ಜರುಗಿತು. ರಥೋತ್ಸವ ಸ್ವಕ್ಷೇತ್ರ ತಲುಪಿದ ಬಳಿಕ ಆಳಂದ, ನಂದವಾಡಗಿ, ಜಾಲವಾದಿ ಶ್ರೀ ಮಹಾಂತೇಶ್ವರ ಸಂಸ್ಥಾನ ಹಿರೇಮಠ ಹೀರಾಪೂರದ ಪೂಜ್ಯ ಡಾ. ಅಭಿನವ ಚನ್ನಬಸವ ಶಿವಾಚಾರ್ಯ ಮಹಾಸ್ವಾಮೀಜಿ ಅವರ ಸಾನ್ನಿಧ್ಯದಲ್ಲಿ ರಥೋತ್ಸವಕ್ಕೆ ಚಾಲನೆ ನೀಡಲಾಯಿತು. ಶ್ರೀಗಳು ವಿಧಿವತ್ತಾಗಿ ಪೂಜೆ ನೆರವೇರಿಸಿ ರಥಕ್ಕೆ ಪುಷ್ಪ ಸಮರ್ಪಿಸಿ ಉತ್ಸವಕ್ಕೆ ಚಾಲನೆ ನೀಡಿದರು. ತದನಂತರ ಭಕ್ತಿಯಿಂದ ಮತ್ತು ಭಕ್ತ ಸಮೂಹ ಭಜನೆ, ಜಯಘೋಷಗಳ ನಡುವೆ ರಥವನ್ನು bbox=[350, 582, 513, 905]
rule-h2 bbox=[179, 1684, 1503, 1686]
story4-col-c: ರಸಗೊಬ್ಬರ ಹಾಗೂ ಖಾದ್ಯ ತೈಲ ಬಳಕೆಯನ್ನು ತಗ್ಗಿಸಿ, ಮೆಟ್ರೋದಲ್ಲಿ ಸಂಚರಿಸಿ ಮತ್ತು ಮನೆಯಿಂದಲೇ ಕೆಲಸ ಮಾಡಿ ಎಂದು ಸಲಹೆ ನೀಡುವ ಪ್ರಧಾನಿ ಮೋದಿಯವರು ದೇಶವನ್ನು ಮುನ್ನಡೆಸುವ ತಾಕತ್ತು ಇಲ್ಲ ಎಂದು ತೋರಿಸಿ ಅವರ ಮಾತುಗಳೇ ಅವರ ವೈಫಲ್ಯಕ್ಕೆ ಸಾಕ್ಷಿಯಾಗಿವೆ. ಕರ್ನಾಟಕಕ್ಕೆ ಬಂದು ಇಂತಹ ಬಾಲಿಶ ಮಾತುಗಳೊಂದಿಗೆ ರಾಜ್ಯದ ಕಾಂಗ್ರೆಸ್ ಸರಕಾರದ ಗ್ಯಾರಂಟಿಯನ್ನೂ ಟೀಕಿಸಿರುವ ಪ್ರಧಾನಿಗಳು ಎರಡು ದಿನಗಳ ಹಿಂದೆ ಅಧಿಕಾರಕ್ಕೆ ಬಂದ ಬಿಜೆಪಿ ಹಿಡಿದ ಪಶ್ಚಿಮ ಬಂಗಾಳದಲ್ಲಿ ಉಚಿತ ಬಸ್ ಪ್ರಯಾಣದ ಗ್ಯಾರಂಟಿ ಘೋಷಣೆ ಮಾಡಿದ್ದು ಯಾಕೆ..? ಇದರ ಬಗ್ಗೆ ರಾಜ್ಯ ಬಿಜೆಪಿ ನಾಯಕರು ಉತ್ತರಿಸಲಿ. ಪೆಟ್ರೋಲ್, ಡೀಸೆಲ್, ಅಡುಗೆ ಅನಿಲ, ಖಾದ್ಯತೈಲ ಎಲ್ಲವೂ ದುಬಾರಿಯಾಗಿ ದೇಶದ ಜನರ ನಿತ್ಯದ ಜೀವನ ನಿರ್ವಹಣೆಗಾಗಿ ಪರದಾಡುವಂತಹ ಸ್ಥಿತಿ ನಿರ್ಮಾಣವಾಗಿದೆ. ದೇಶದ ಎಡಬಿಡದಂತೆ ವಿದೇಶಾಂಗ ನೀತಿ ಕಾರಣ ಎನ್ನುವುದನ್ನು bbox=[1184, 1062, 1338, 1538]
rule-v1 bbox=[688, 216, 690, 991]
story2-col-e: ತಾಲೂಕಾವಾರು ಟಾಸ್ಕ್ ಫೋರ್ಸ್ ಸಮಿತಿ ಕರೆದು ಸಭೆ ನಡಾವಳಿ ಕಳುಹಿಸಿದಲ್ಲಿ ಅನುಮೋದನೆ ನೀಡಲಾಗುವುದು ಎಂದು ತಹಶೀಲ್ದಾರ, ತಾಲೂಕಾ ಪಂಚಾಯತ್ ಇ.ಓ. ಗಳಿಗೆ ನಿರ್ದೇಶನ ನೀಡಿದರು. ಇದಕ್ಕೂ ಮೊದಲು ಜಿಲ್ಲಾಧಿಕಾರಿಗಳು ಸೊನ್ನ ಬ್ಯಾರೇಜ್, ಅಫಜಲಪುರ, ಬೆಣ್ಣೆತೋರಾ, ಚಂದ್ರಂಪಳ್ಳಿ, ಗಂಡೋರಿ ನಾಲಾ, ಲೋವರ್ ಮುಲ್ಲಾಮಾರಿ ಜಲಾಶಯಗಳಲ್ಲಿ ಇಂದಿನ ನೀರಿನ ಸ್ಥಿತಿಗತಿಯನ್ನು ಇಂಜಿನಿಯರ್ ಗಳಿಂದ ಡಿ.ಸಿ. ಮಾಹಿತಿ ಪಡೆದರು. ಸಭೆಯಲ್ಲಿ ಮಹಾನಗರ ಪಾಲಿಕೆ ಆಯುಕ್ತ ಅವಿನಾಶ ಶಿಂಧೆ, ಸಹಾಯಕ ಆಯುಕ್ತರಾದ ಸಾಹಿತ್ಯ ಆಲದಕಟ್ಟಿ, ಪ್ರಭುರೆಡ್ಡಿ ಸೇರಿದಂತೆ ತಾಲೂಕಿನ ತಹಶೀಲ್ದಾರರು, ತಾಲೂಕಾ ಪಂಚಾಯತ್ ಇ.ಓ. ಗಳು, ಸ್ಥಳೀಯ ಸಂಸ್ಥೆಗಳ ಮುಖ್ಯಸ್ಥರು ಹಾಗೂ ಇತರೆ ಜಿಲ್ಲಾ ಮಟ್ಟದ ಅಧಿಕಾರಿಗಳು ಭಾಗವಹಿಸಿದ್ದರು. bbox=[1352, 324, 1503, 781]
story1-headline-1: ಕೋತನಹಿಪ್ಪರಗಾ ಶರಣಬಸವೇಶ್ವರ bbox=[182, 216, 597, 259]
photo-banner-stake: 8th Stakeholders Meeting bbox=[275, 1146, 317, 1168]
page-number: Page No 2 bbox=[1376, 190, 1474, 210]
